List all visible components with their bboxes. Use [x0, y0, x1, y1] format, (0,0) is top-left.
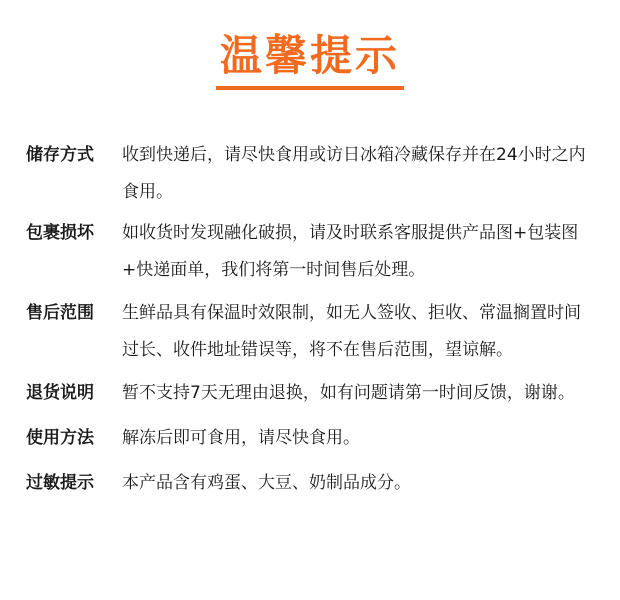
notice-row-after-sales: [26, 295, 596, 369]
notice-text: 生鲜品具有保温时效限制，如无人签收、拒收、常温搁置时间过长、收件地址错误等，将不在售后范围，望谅解。: [122, 303, 581, 360]
title-area: [0, 30, 620, 90]
notice-text: 暂不支持7天无理由退换，如有问题请第一时间反馈，谢谢。: [122, 383, 575, 403]
notice-label: 过敏提示: [26, 473, 94, 493]
notice-label: 退货说明: [26, 383, 94, 403]
page-title: 温馨提示: [216, 30, 404, 90]
notice-row-storage: [26, 137, 596, 211]
notice-label: 包裹损坏: [26, 223, 94, 243]
notice-list: [26, 137, 596, 502]
notice-row-allergy: [26, 465, 596, 502]
notice-label: 售后范围: [26, 303, 94, 323]
notice-text: 收到快递后，请尽快食用或访日冰箱冷藏保存并在24小时之内食用。: [122, 145, 586, 202]
notice-label: 储存方式: [26, 145, 94, 165]
notice-text: 解冻后即可食用，请尽快食用。: [122, 428, 360, 448]
notice-row-damage: [26, 215, 596, 289]
notice-text: 本产品含有鸡蛋、大豆、奶制品成分。: [122, 473, 411, 493]
notice-text: 如收货时发现融化破损，请及时联系客服提供产品图+包装图+快递面单，我们将第一时间售后处理。: [122, 223, 579, 280]
notice-row-usage: [26, 420, 596, 457]
notice-row-returns: [26, 375, 596, 412]
notice-label: 使用方法: [26, 428, 94, 448]
